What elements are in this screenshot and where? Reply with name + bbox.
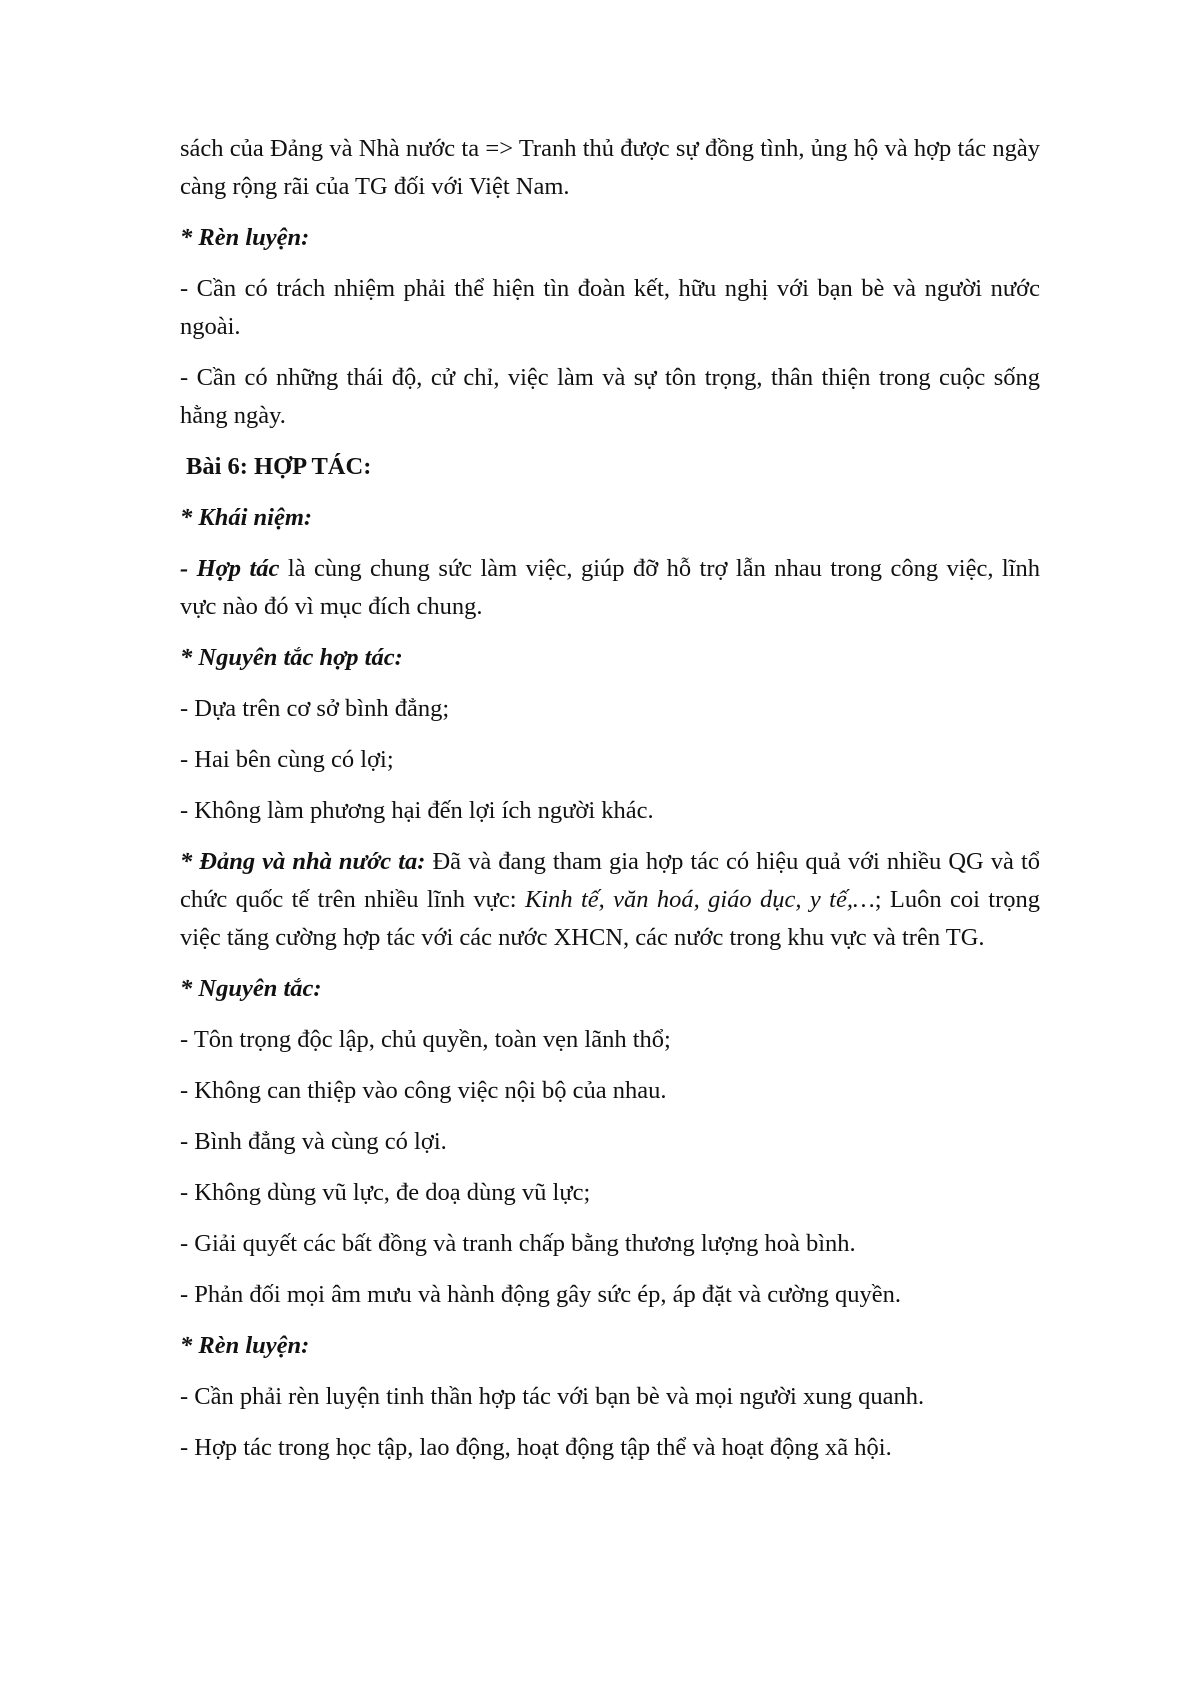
party-state-paragraph (180, 843, 1040, 957)
list-item: - Hợp tác trong học tập, lao động, hoạt động tập thể và hoạt động xã hội. (180, 1434, 892, 1461)
list-item: - Phản đối mọi âm mưu và hành động gây sức ép, áp đặt và cường quyền. (180, 1281, 901, 1308)
list-item: - Không làm phương hại đến lợi ích người khác. (180, 797, 654, 824)
list-item: - Giải quyết các bất đồng và tranh chấp bằng thương lượng hoà bình. (180, 1230, 856, 1257)
party-state-text: Đã và đang tham gia hợp tác có hiệu quả với nhiều QG và tổ chức quốc tế trên nhiều lĩnh vực: (180, 848, 1040, 913)
definition-prefix: - (180, 555, 197, 582)
list-item: - Không dùng vũ lực, đe doạ dùng vũ lực; (180, 1179, 591, 1206)
lesson-title: Bài 6: HỢP TÁC: (186, 453, 372, 480)
list-item: - Không can thiệp vào công việc nội bộ của nhau. (180, 1077, 667, 1104)
list-item: - Cần có trách nhiệm phải thể hiện tìn đoàn kết, hữu nghị với bạn bè và người nước ngoài. (180, 275, 1040, 340)
list-item: - Bình đẳng và cùng có lợi. (180, 1128, 447, 1155)
list-item: - Dựa trên cơ sở bình đẳng; (180, 695, 450, 722)
heading-ren-luyen-2: * Rèn luyện: (180, 1332, 310, 1359)
list-item: - Cần phải rèn luyện tinh thần hợp tác với bạn bè và mọi người xung quanh. (180, 1383, 925, 1410)
document-page (180, 130, 1040, 1480)
list-item: - Tôn trọng độc lập, chủ quyền, toàn vẹn lãnh thổ; (180, 1026, 671, 1053)
party-state-text-end: ; Luôn coi trọng việc tăng cường hợp tác với các nước XHCN, các nước trong khu vực và trên TG. (180, 886, 1040, 951)
list-item: - Hai bên cùng có lợi; (180, 746, 394, 773)
definition-paragraph (180, 550, 1040, 626)
definition-term: Hợp tác (196, 555, 280, 582)
party-state-fields: Kinh tế, văn hoá, giáo dục, y tế,… (524, 886, 875, 913)
heading-khai-niem: * Khái niệm: (180, 504, 313, 531)
heading-nguyen-tac-hop-tac: * Nguyên tắc hợp tác: (180, 644, 403, 671)
definition-text: là cùng chung sức làm việc, giúp đỡ hỗ trợ lẫn nhau trong công việc, lĩnh vực nào đó vì mục đích chung. (180, 555, 1040, 620)
heading-ren-luyen-1: * Rèn luyện: (180, 224, 310, 251)
party-state-label: * Đảng và nhà nước ta: (180, 848, 426, 875)
paragraph-intro: sách của Đảng và Nhà nước ta => Tranh thủ được sự đồng tình, ủng hộ và hợp tác ngày càng rộng rãi của TG đối với Việt Nam. (180, 135, 1040, 200)
heading-nguyen-tac: * Nguyên tắc: (180, 975, 322, 1002)
list-item: - Cần có những thái độ, cử chỉ, việc làm và sự tôn trọng, thân thiện trong cuộc sống hằng ngày. (180, 364, 1040, 429)
